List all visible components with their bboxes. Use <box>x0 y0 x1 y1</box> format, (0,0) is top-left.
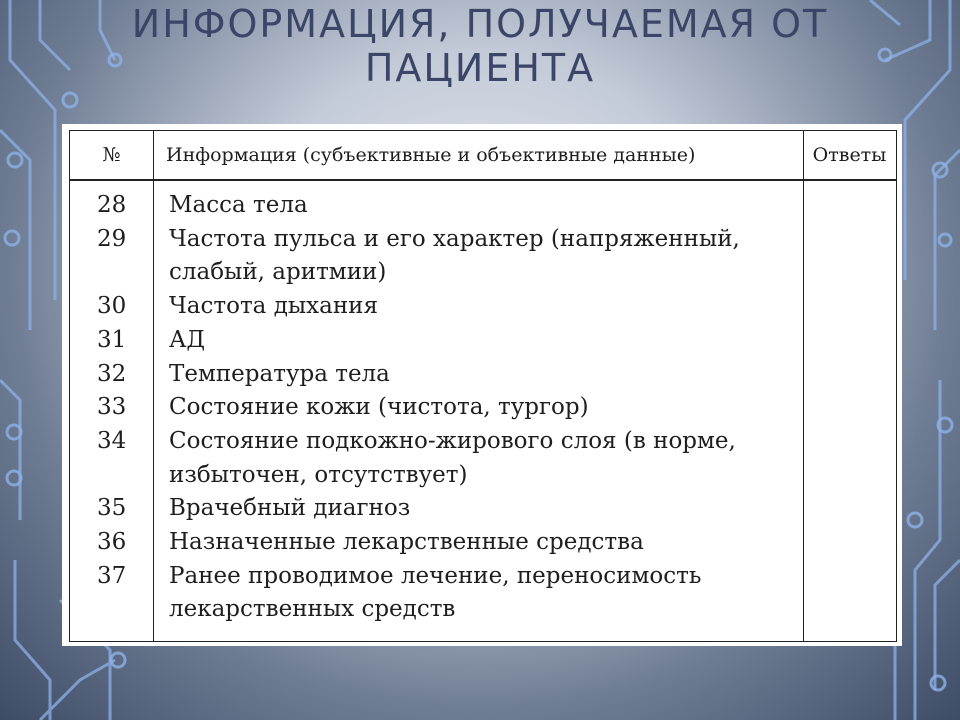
table-row <box>70 425 803 492</box>
column-divider-answers <box>803 131 804 641</box>
header-info: Информация (субъективные и объективные данные) <box>166 144 696 166</box>
row-text: Ранее проводимое лечение, переносимость лекарственных средств <box>169 562 702 623</box>
row-number: 35 <box>97 495 127 522</box>
row-text: Состояние подкожно-жирового слоя (в норме, избыточен, отсутствует) <box>169 427 736 488</box>
row-text: Частота пульса и его характер (напряженный, слабый, аритмии) <box>169 225 740 286</box>
row-text: Температура тела <box>169 360 390 387</box>
row-number: 37 <box>97 562 127 589</box>
table-row <box>70 391 803 425</box>
patient-info-table <box>62 124 902 646</box>
table-row <box>70 526 803 560</box>
row-text: Масса тела <box>169 192 308 218</box>
row-number: 33 <box>97 394 127 421</box>
table-row <box>70 290 803 324</box>
row-number: 28 <box>97 192 127 218</box>
table-grid <box>69 130 897 642</box>
row-text: Частота дыхания <box>169 293 379 320</box>
table-row <box>70 358 803 392</box>
row-number: 36 <box>97 529 127 556</box>
header-number: № <box>102 144 121 166</box>
table-row <box>70 492 803 526</box>
row-text: Назначенные лекарственные средства <box>169 529 644 556</box>
table-row <box>70 324 803 358</box>
row-number: 29 <box>97 225 127 252</box>
row-text: Врачебный диагноз <box>169 495 411 522</box>
row-number: 34 <box>97 427 127 454</box>
header-answers: Ответы <box>812 144 887 166</box>
slide-title: ИНФОРМАЦИЯ, ПОЛУЧАЕМАЯ ОТ ПАЦИЕНТА <box>131 2 829 90</box>
table-row <box>70 223 803 290</box>
table-row <box>70 560 803 627</box>
table-body <box>70 189 803 627</box>
row-text: Состояние кожи (чистота, тургор) <box>169 394 589 421</box>
table-header-row <box>70 131 896 181</box>
table-row <box>70 189 803 223</box>
row-text: АД <box>169 326 206 353</box>
row-number: 30 <box>97 293 127 320</box>
row-number: 31 <box>97 326 127 353</box>
row-number: 32 <box>97 360 127 387</box>
